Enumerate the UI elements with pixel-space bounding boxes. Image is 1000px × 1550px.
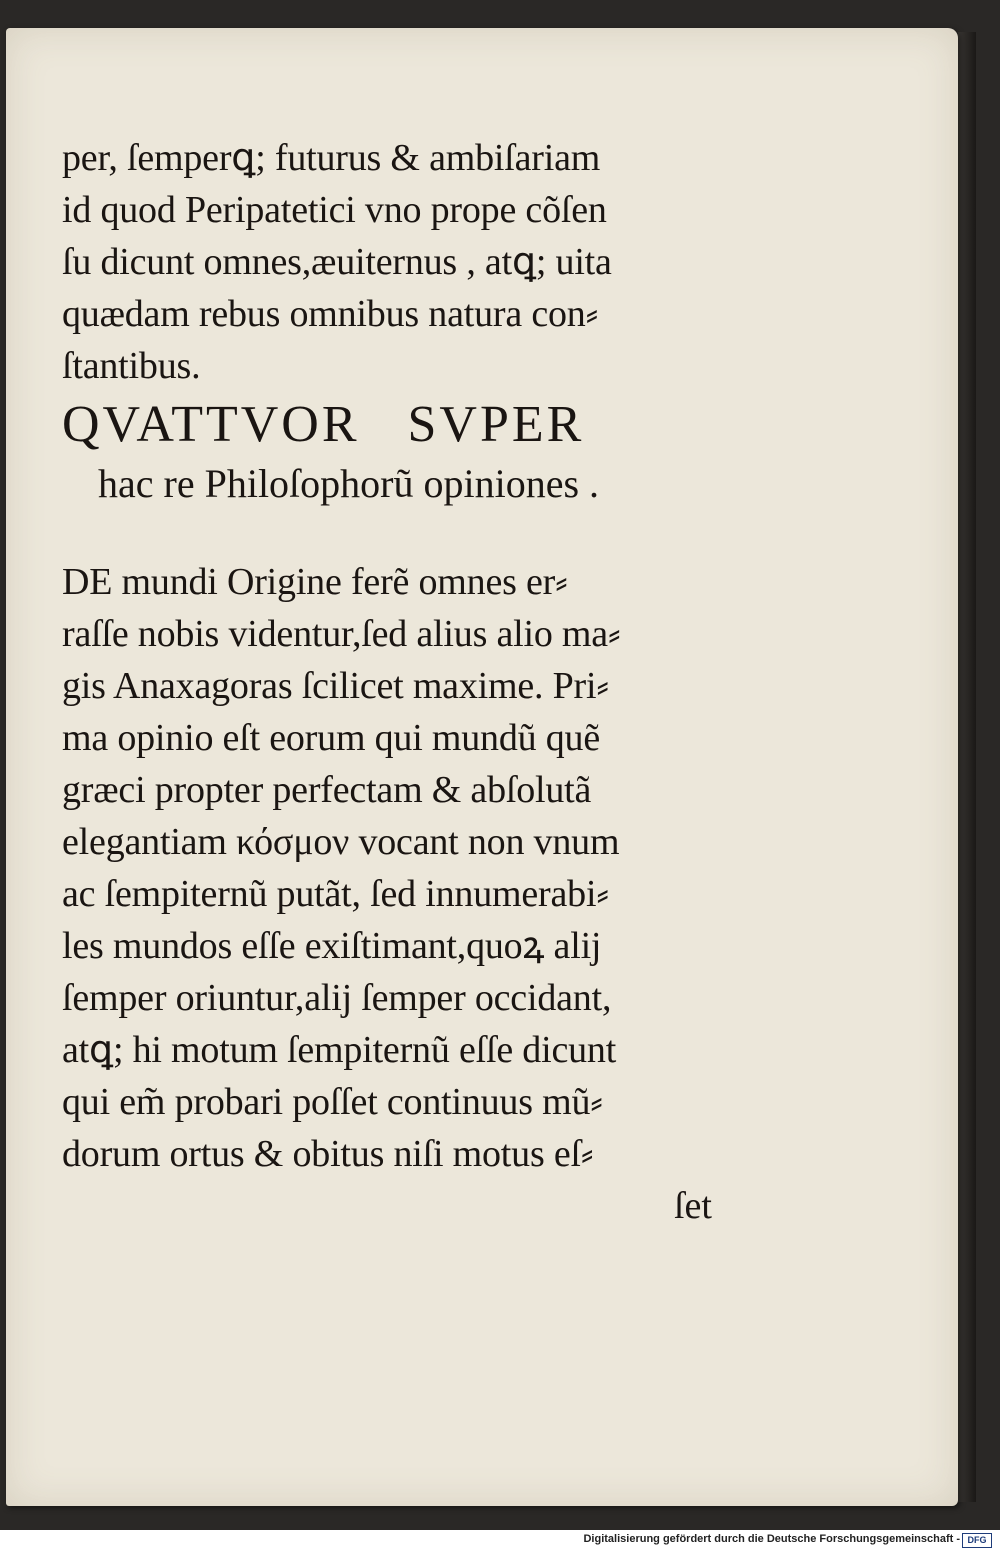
text-line: ſu dicunt omnes,æuiternus , atꝗ; uita <box>62 241 612 283</box>
text-line: elegantiam κόσμον vocant non vnum <box>62 821 620 863</box>
text-line: ſtantibus. <box>62 345 201 387</box>
text-line: raſſe nobis videntur,ſed alius alio ma⸗ <box>62 613 621 655</box>
paragraph-body <box>62 556 752 1180</box>
text-line: per, ſemperꝗ; futurus & ambiſariam <box>62 137 601 179</box>
text-line: græci propter perfectam & abſolutã <box>62 769 592 811</box>
page-text <box>62 132 752 1232</box>
text-line: quædam rebus omnibus natura con⸗ <box>62 293 599 335</box>
text-line: ma opinio eſt eorum qui mundũ quẽ <box>62 717 600 759</box>
dfg-logo-icon: DFG <box>962 1533 992 1548</box>
text-line: DE mundi Origine ferẽ omnes er⸗ <box>62 561 568 603</box>
footer-credit: Digitalisierung gefördert durch die Deutsche Forschungsgemeinschaft - <box>583 1533 960 1545</box>
section-heading: QVATTVOR SVPER <box>62 396 585 453</box>
text-line: ac ſempiternũ putãt, ſed innumerabi⸗ <box>62 873 609 915</box>
text-line: dorum ortus & obitus niſi motus eſ⸗ <box>62 1133 594 1175</box>
text-line: id quod Peripatetici vno prope cõſen <box>62 189 607 231</box>
page-edge <box>958 32 976 1502</box>
text-line: atꝗ; hi motum ſempiternũ eſſe dicunt <box>62 1029 617 1071</box>
text-line: gis Anaxagoras ſcilicet maxime. Pri⸗ <box>62 665 609 707</box>
section-subheading: hac re Philoſophorũ opiniones . <box>98 461 600 506</box>
text-line: les mundos eſſe exiſtimant,quoꝝ alij <box>62 925 602 967</box>
text-line: qui em̃ probari poſſet continuus mũ⸗ <box>62 1081 603 1123</box>
catchword: ſet <box>674 1185 712 1227</box>
paragraph-top <box>62 132 752 392</box>
text-line: ſemper oriuntur,alij ſemper occidant, <box>62 977 612 1019</box>
